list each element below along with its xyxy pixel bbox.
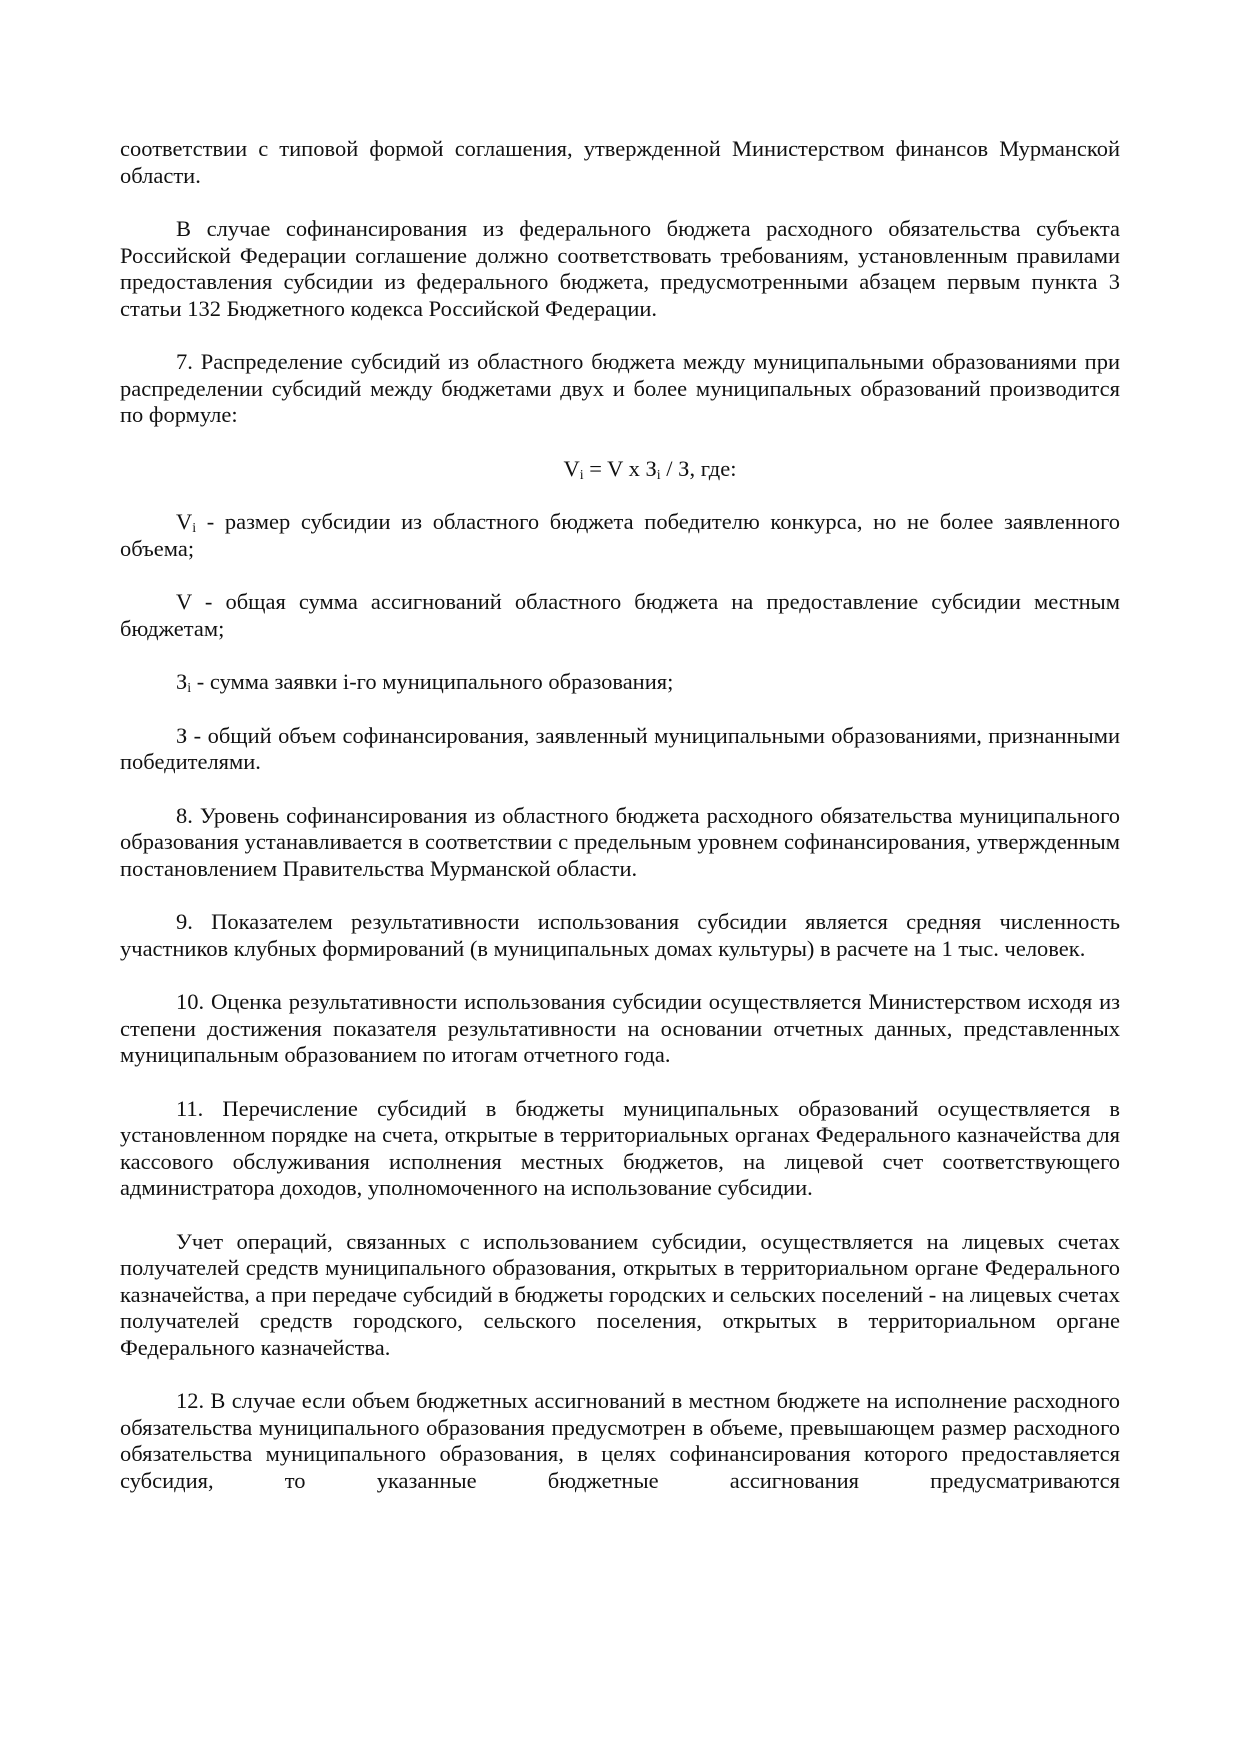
paragraph-10: 10. Оценка результативности использования субсидии осуществляется Министерством исходя из степени достижения показателя результативности на основании отчетных данных, представленных муниципальным образованием по итогам отчетного года. xyxy=(120,989,1120,1067)
definition-zi: $З_i$ - сумма заявки i-го муниципального образования; xyxy=(176,669,674,696)
paragraph-11: 11. Перечисление субсидий в бюджеты муниципальных образований осуществляется в установленном порядке на счета, открытые в территориальных органах Федерального казначейства для кассового обслуживания исполнения местных бюджетов, на лицевой счет соответствующего администратора доходов, уполномоченного на использование субсидии. xyxy=(120,1095,1120,1200)
paragraph-11-accounting: Учет операций, связанных с использованием субсидии, осуществляется на лицевых счетах получателей средств муниципального образования, открытых в территориальном органе Федерального казначейства, а при передаче субсидий в бюджеты городских и сельских поселений - на лицевых счетах получателей средств городского, сельского поселения, открытых в территориальном органе Федерального казначейства. xyxy=(120,1228,1120,1360)
definition-z: З - общий объем софинансирования, заявленный муниципальными образованиями, признанными победителями. xyxy=(120,722,1120,774)
document-page xyxy=(120,136,1120,1494)
paragraph-continuation: соответствии с типовой формой соглашения, утвержденной Министерством финансов Мурманской области. xyxy=(120,136,1120,188)
paragraph-8: 8. Уровень софинансирования из областного бюджета расходного обязательства муниципального образования устанавливается в соответствии с предельным уровнем софинансирования, утвержденным постановлением Правительства Мурманской области. xyxy=(120,802,1120,881)
definition-v: V - общая сумма ассигнований областного бюджета на предоставление субсидии местным бюджетам; xyxy=(120,589,1120,641)
paragraph-7-distribution: 7. Распределение субсидий из областного бюджета между муниципальными образованиями при распределении субсидий между бюджетами двух и более муниципальных образований производится по формуле: xyxy=(120,349,1120,427)
definition-vi: $V_i$ - размер субсидии из областного бюджета победителю конкурса, но не более заявленного объема; xyxy=(120,509,1120,561)
formula: $V_i = V$ x $З_i$ / З, где: xyxy=(563,455,737,483)
paragraph-9: 9. Показателем результативности использования субсидии является средняя численность участников клубных формирований (в муниципальных домах культуры) в расчете на 1 тыс. человек. xyxy=(120,909,1120,961)
paragraph-federal-cofinancing: В случае софинансирования из федерального бюджета расходного обязательства субъекта Российской Федерации соглашение должно соответствовать требованиям, установленным правилами предоставления субсидии из федерального бюджета, предусмотренными абзацем первым пункта 3 статьи 132 Бюджетного кодекса Российской Федерации. xyxy=(120,216,1120,321)
paragraph-12: 12. В случае если объем бюджетных ассигнований в местном бюджете на исполнение расходного обязательства муниципального образования предусмотрен в объеме, превышающем размер расходного обязательства муниципального образования, в целях софинансирования которого предоставляется субсидия, то указанные бюджетные ассигнования предусматриваются xyxy=(120,1388,1120,1493)
